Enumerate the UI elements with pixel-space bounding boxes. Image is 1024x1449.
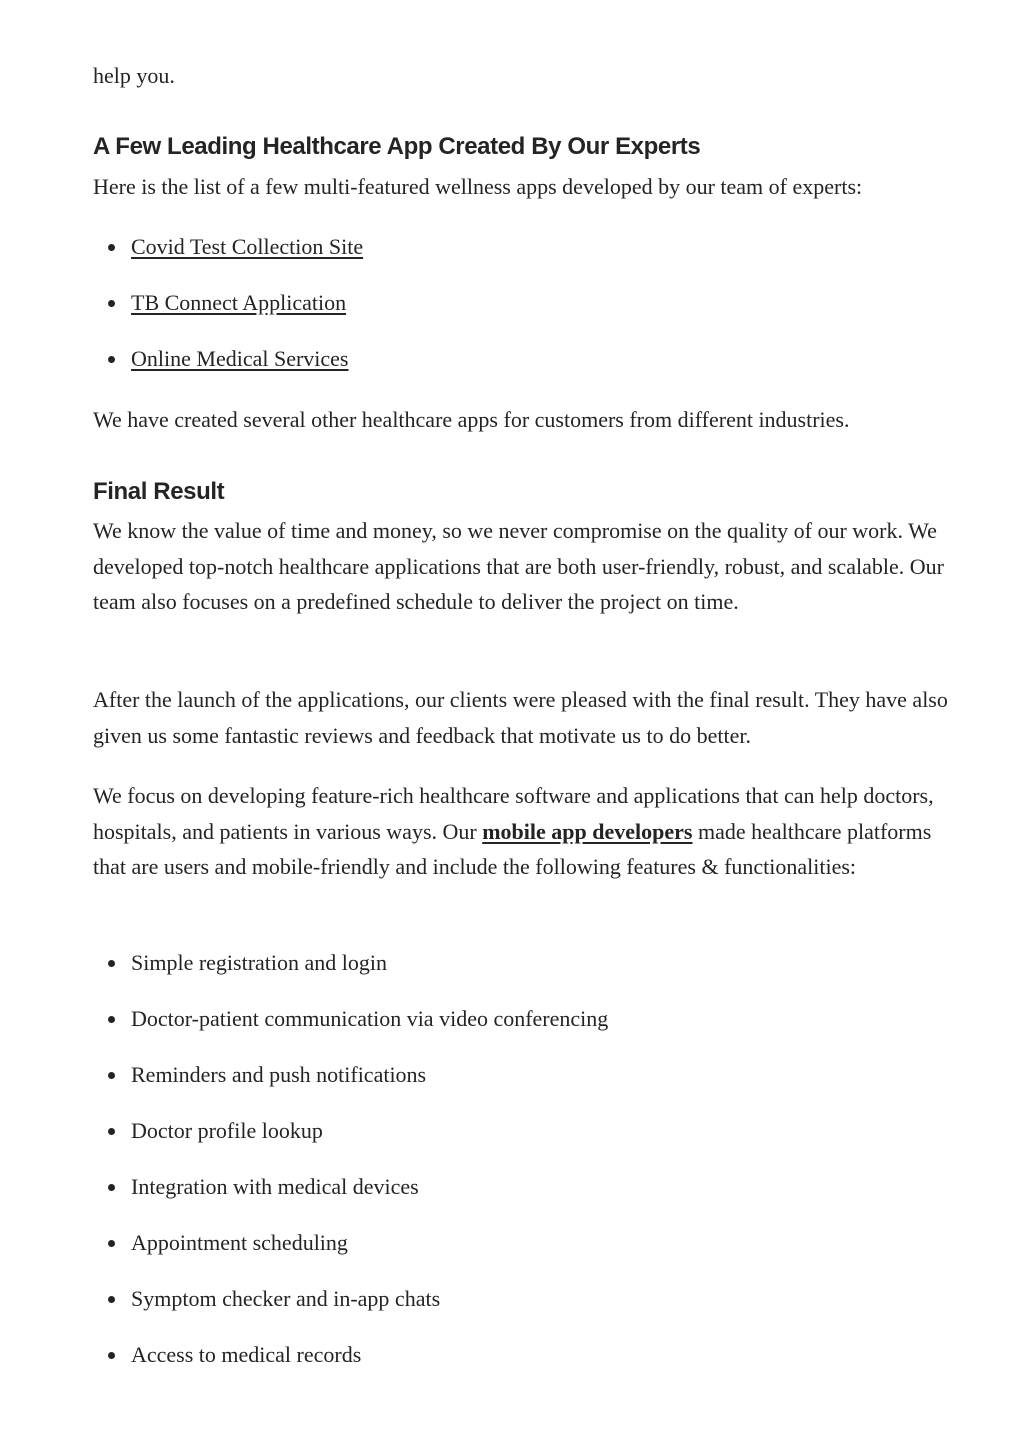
app-link-tb-connect[interactable]: TB Connect Application <box>131 290 347 315</box>
leading-apps-intro: Here is the list of a few multi-featured wellness apps developed by our team of experts: <box>93 174 863 199</box>
bullet-icon <box>108 300 115 307</box>
list-item <box>93 1058 608 1091</box>
bullet-icon <box>108 1016 115 1023</box>
section-heading-leading-apps: A Few Leading Healthcare App Created By Our Experts <box>93 133 701 160</box>
paragraph-text: made healthcare platforms that are users and mobile-friendly and include the following features & functionalities: <box>93 818 932 879</box>
list-item <box>93 1282 608 1315</box>
feature-label: Doctor-patient communication via video conferencing <box>131 1006 609 1031</box>
feature-label: Symptom checker and in-app chats <box>131 1286 441 1311</box>
final-result-paragraph-2: After the launch of the applications, our clients were pleased with the final result. They have also given us some fantastic reviews and feedback that motivate us to do better. <box>93 687 948 748</box>
mobile-app-developers-link[interactable]: mobile app developers <box>482 818 693 844</box>
bullet-icon <box>108 1128 115 1135</box>
feature-label: Integration with medical devices <box>131 1174 419 1199</box>
list-item <box>93 286 363 319</box>
apps-list <box>93 230 363 375</box>
features-list <box>93 946 608 1371</box>
bullet-icon <box>108 1240 115 1247</box>
feature-label: Access to medical records <box>131 1342 362 1367</box>
bullet-icon <box>108 244 115 251</box>
bullet-icon <box>108 356 115 363</box>
other-apps-text: We have created several other healthcare apps for customers from different industries. <box>93 407 850 432</box>
bullet-icon <box>108 1184 115 1191</box>
app-link-covid-test[interactable]: Covid Test Collection Site <box>131 234 364 259</box>
app-link-online-medical[interactable]: Online Medical Services <box>131 346 349 371</box>
list-item <box>93 230 363 263</box>
feature-label: Doctor profile lookup <box>131 1118 323 1143</box>
list-item <box>93 1170 608 1203</box>
bullet-icon <box>108 1296 115 1303</box>
list-item <box>93 1002 608 1035</box>
feature-label: Reminders and push notifications <box>131 1062 427 1087</box>
bullet-icon <box>108 960 115 967</box>
paragraph-text: We focus on developing feature-rich healthcare software and applications that can help doctors, hospitals, and patients in various ways. Our <box>93 783 934 844</box>
final-result-paragraph-3 <box>93 778 953 885</box>
section-heading-final-result: Final Result <box>93 478 225 505</box>
list-item <box>93 1226 608 1259</box>
final-result-paragraph-1: We know the value of time and money, so we never compromise on the quality of our work. We developed top-notch healthcare applications that are both user-friendly, robust, and scalable. Our team also focuses on a predefined schedule to deliver the project on time. <box>93 518 944 614</box>
list-item <box>93 1338 608 1371</box>
list-item <box>93 946 608 979</box>
list-item <box>93 1114 608 1147</box>
bullet-icon <box>108 1072 115 1079</box>
bullet-icon <box>108 1352 115 1359</box>
list-item <box>93 342 363 375</box>
feature-label: Simple registration and login <box>131 950 388 975</box>
intro-text: help you. <box>93 63 175 88</box>
feature-label: Appointment scheduling <box>131 1230 348 1255</box>
